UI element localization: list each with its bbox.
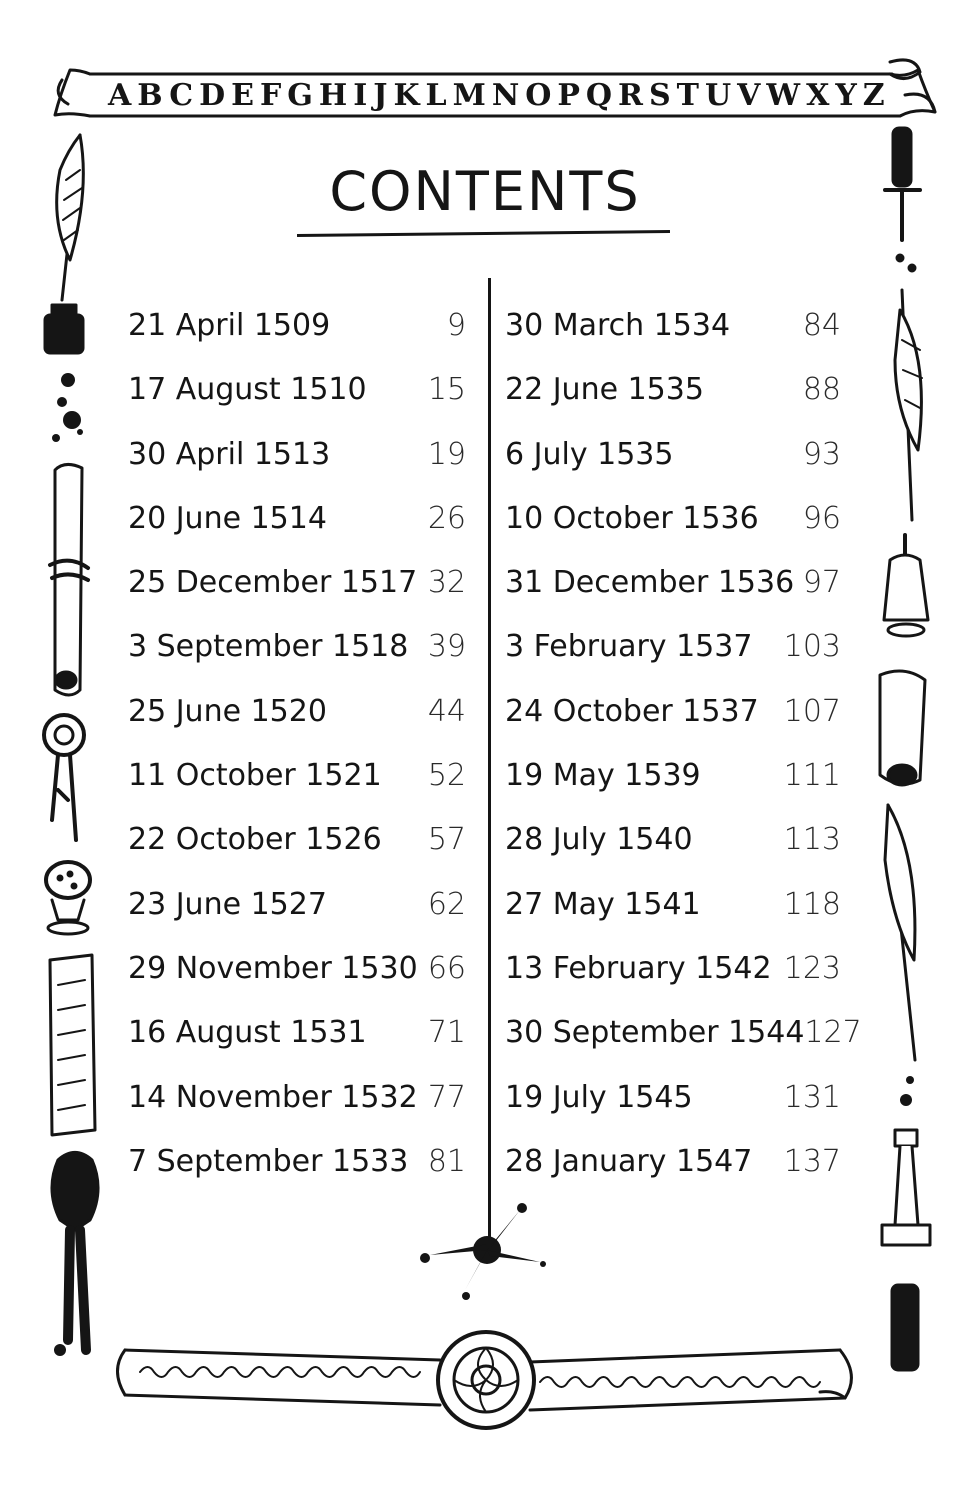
entry-page-number: 62 — [427, 886, 466, 922]
entry-date: 20 June 1514 — [128, 500, 327, 536]
contents-entry[interactable] — [128, 553, 466, 617]
entry-date: 23 June 1527 — [128, 886, 327, 922]
contents-entry[interactable] — [505, 810, 841, 874]
robe-figure-icon — [884, 535, 928, 636]
contents-entry[interactable] — [128, 1132, 466, 1196]
entry-page-number: 111 — [783, 758, 841, 794]
contents-entry[interactable] — [505, 296, 841, 360]
entry-page-number: 19 — [427, 436, 466, 472]
entry-page-number: 71 — [427, 1015, 466, 1051]
contents-entry[interactable] — [505, 617, 841, 681]
entry-page-number: 107 — [783, 693, 841, 729]
left-decorations — [44, 135, 98, 1356]
entry-page-number: 66 — [427, 950, 466, 986]
entry-date: 17 August 1510 — [128, 372, 367, 408]
entry-page-number: 52 — [427, 758, 466, 794]
entry-page-number: 123 — [783, 950, 841, 986]
entry-date: 30 September 1544 — [505, 1015, 805, 1051]
contents-entry[interactable] — [505, 1132, 841, 1196]
contents-entry[interactable] — [128, 810, 466, 874]
top-ribbon-banner — [55, 60, 935, 116]
quill-icon — [57, 135, 84, 300]
inkwell-icon — [45, 305, 83, 353]
contents-entry[interactable] — [128, 296, 466, 360]
contents-entry[interactable] — [505, 425, 841, 489]
entry-date: 31 December 1536 — [505, 565, 795, 601]
contents-entry[interactable] — [128, 489, 466, 553]
entry-page-number: 81 — [427, 1143, 466, 1179]
contents-entry[interactable] — [505, 489, 841, 553]
entry-date: 14 November 1532 — [128, 1079, 418, 1115]
scroll-icon — [880, 671, 925, 785]
entry-page-number: 39 — [427, 629, 466, 665]
contents-entry[interactable] — [505, 360, 841, 424]
entry-date: 25 December 1517 — [128, 565, 418, 601]
contents-entry[interactable] — [128, 360, 466, 424]
candlestick-icon — [882, 1130, 930, 1370]
ink-splatter-icon — [52, 373, 83, 442]
dagger-icon — [885, 128, 920, 271]
entry-page-number: 131 — [783, 1079, 841, 1115]
entry-date: 6 July 1535 — [505, 436, 674, 472]
contents-entry[interactable] — [128, 425, 466, 489]
entry-page-number: 113 — [783, 822, 841, 858]
entry-page-number: 137 — [783, 1143, 841, 1179]
page-title: CONTENTS — [329, 160, 641, 223]
contents-entry[interactable] — [128, 746, 466, 810]
contents-right-column — [505, 296, 862, 1196]
entry-date: 3 September 1518 — [128, 629, 409, 665]
entry-date: 19 May 1539 — [505, 758, 701, 794]
entry-date: 27 May 1541 — [505, 886, 701, 922]
entry-page-number: 103 — [783, 629, 841, 665]
entry-date: 24 October 1537 — [505, 693, 759, 729]
entry-date: 30 March 1534 — [505, 308, 731, 343]
entry-date: 29 November 1530 — [128, 950, 418, 986]
entry-page-number: 88 — [802, 372, 841, 408]
entry-page-number: 97 — [802, 565, 841, 601]
contents-entry[interactable] — [505, 1068, 841, 1132]
contents-entry[interactable] — [505, 682, 841, 746]
entry-date: 10 October 1536 — [505, 500, 759, 536]
contents-entry[interactable] — [128, 682, 466, 746]
rose-seal-icon — [438, 1332, 534, 1428]
alphabet-banner-text: ABCDEFGHIJKLMNOPQRSTUVWXYZ — [108, 78, 891, 113]
entry-page-number: 93 — [802, 436, 841, 472]
right-decorations — [880, 128, 930, 1370]
parchment-list-icon — [50, 955, 95, 1135]
contents-entry[interactable] — [128, 1068, 466, 1132]
contents-entry[interactable] — [505, 1003, 862, 1067]
contents-entry[interactable] — [505, 875, 841, 939]
entry-page-number: 9 — [446, 308, 466, 343]
entry-date: 13 February 1542 — [505, 950, 772, 986]
entry-date: 7 September 1533 — [128, 1143, 409, 1179]
contents-entry[interactable] — [505, 746, 841, 810]
contents-entry[interactable] — [505, 553, 841, 617]
wax-seal-icon — [44, 715, 84, 840]
entry-date: 28 July 1540 — [505, 822, 693, 858]
entry-page-number: 32 — [427, 565, 466, 601]
entry-page-number: 127 — [804, 1015, 862, 1051]
entry-page-number: 118 — [783, 886, 841, 922]
entry-date: 19 July 1545 — [505, 1079, 693, 1115]
entry-date: 30 April 1513 — [128, 436, 331, 472]
contents-entry[interactable] — [128, 939, 466, 1003]
entry-page-number: 57 — [427, 822, 466, 858]
entry-page-number: 77 — [427, 1079, 466, 1115]
entry-date: 21 April 1509 — [128, 308, 331, 343]
contents-entry[interactable] — [505, 939, 841, 1003]
entry-date: 22 October 1526 — [128, 822, 382, 858]
seal-stamp-icon — [52, 1153, 98, 1357]
quill-icon — [885, 805, 915, 1106]
entry-date: 25 June 1520 — [128, 693, 327, 729]
sand-shaker-icon — [46, 862, 90, 934]
entry-date: 28 January 1547 — [505, 1143, 753, 1179]
feather-icon — [895, 290, 922, 520]
entry-date: 16 August 1531 — [128, 1015, 367, 1051]
entry-page-number: 15 — [427, 372, 466, 408]
contents-left-column — [128, 296, 466, 1196]
contents-entry[interactable] — [128, 875, 466, 939]
contents-entry[interactable] — [128, 1003, 466, 1067]
contents-entry[interactable] — [128, 617, 466, 681]
scroll-icon — [50, 464, 88, 695]
column-divider — [488, 278, 491, 1248]
entry-page-number: 44 — [427, 693, 466, 729]
entry-page-number: 96 — [802, 500, 841, 536]
entry-page-number: 26 — [427, 500, 466, 536]
entry-date: 11 October 1521 — [128, 758, 382, 794]
bottom-ribbon-banner — [118, 1332, 852, 1428]
ink-splatter-icon — [420, 1203, 546, 1300]
entry-page-number: 84 — [802, 308, 841, 343]
entry-date: 22 June 1535 — [505, 372, 704, 408]
entry-date: 3 February 1537 — [505, 629, 753, 665]
